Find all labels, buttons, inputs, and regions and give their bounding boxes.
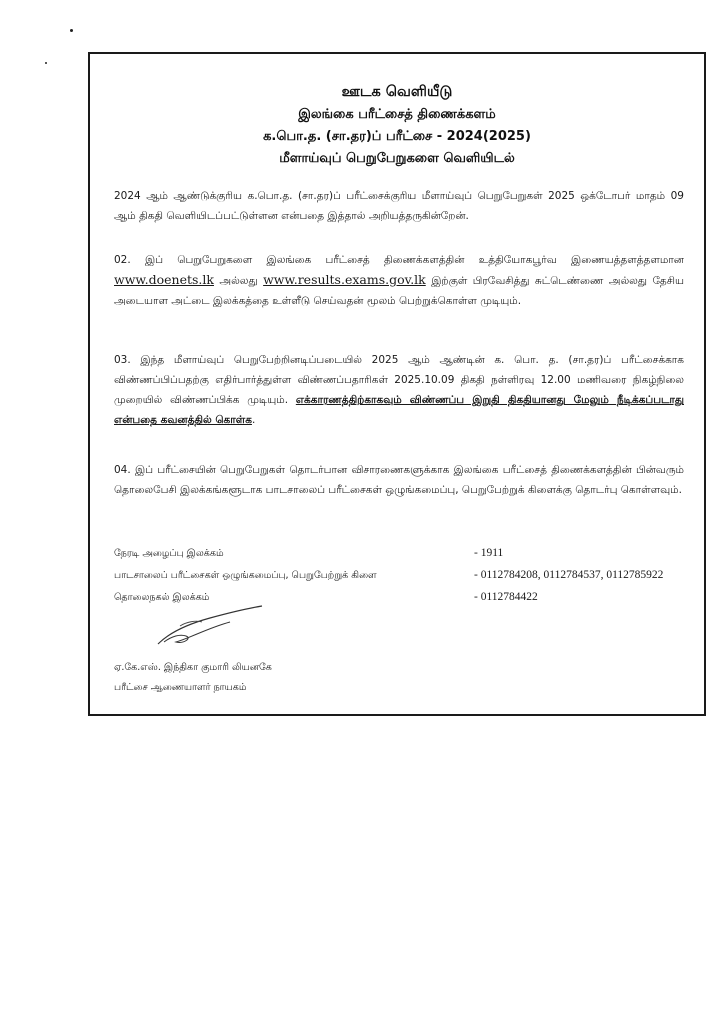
paragraph-2-text-a: 02. இப் பெறுபேறுகளை இலங்கை பரீட்சைத் திணைக்களத்தின் உத்தியோகபூர்வ இணையத்தளத்தளமான bbox=[114, 254, 684, 266]
signatory-name: ஏ.கே.எஸ். இந்திகா குமாரி லியனகே bbox=[114, 662, 272, 673]
speck-mark bbox=[45, 62, 47, 64]
paragraph-2 bbox=[114, 250, 684, 311]
paragraph-3-end: . bbox=[251, 414, 256, 426]
paragraph-3-emphasis-1: எக்காரணத்திற்காகவும் விண்ணப்ப இறுதி திகதியானது மேலும் நீடிக்கப்படாது bbox=[295, 394, 684, 406]
contact-label: நேரடி அழைப்பு இலக்கம் bbox=[114, 548, 224, 559]
paragraph-4: 04. இப் பரீட்சையின் பெறுபேறுகள் தொடர்பான விசாரணைகளுக்காக இலங்கை பரீட்சைத் திணைக்களத்தின் பின்வரும் தொலைபேசி இலக்கங்களூடாக பாடசாலைப் பரீட்சைகள் ஒழுங்கமைப்பு, பெறுபேற்றுக் கிளைக்கு தொடர்பு கொள்ளவும். bbox=[114, 464, 684, 496]
paragraph-1: 2024 ஆம் ஆண்டுக்குரிய க.பொ.த. (சா.தர)ப் பரீட்சைக்குரிய மீளாய்வுப் பெறுபேறுகள் 2025 ஒக்டோபர் மாதம் 09 ஆம் திகதி வெளியிடப்பட்டுள்ளன என்பதை இத்தால் அறியத்தருகின்றேன். bbox=[114, 190, 684, 222]
paragraph-2-text-b: இற்குள் பிரவேசித்து சுட்டெண்ணை அல்லது தேசிய அடையாள அட்டை இலக்கத்தை உள்ளீடு செய்வதன் மூலம் பெற்றுக்கொள்ள முடியும். bbox=[114, 275, 684, 307]
title-media-release: ஊடக வெளியீடு bbox=[341, 84, 453, 100]
title-exam: க.பொ.த. (சா.தர)ப் பரீட்சை - 2024(2025) bbox=[263, 129, 531, 144]
contact-label: தொலைநகல் இலக்கம் bbox=[114, 592, 210, 603]
paragraph-3-emphasis-2: என்பதை கவனத்தில் கொள்க bbox=[114, 414, 252, 426]
paragraph-3-text: 03. இந்த மீளாய்வுப் பெறுபேற்றினடிப்படையில் 2025 ஆம் ஆண்டின் க. பொ. த. (சா.தர)ப் பரீட்சைக்காக விண்ணப்பிப்பதற்கு எதிர்பார்த்துள்ள விண்ணப்பதாரிகள் 2025.10.09 திகதி நள்ளிரவு 12.00 மணிவரை நிகழ்நிலை முறையில் விண்ணப்பிக்க முடியும். bbox=[114, 354, 684, 406]
paragraph-3 bbox=[114, 350, 684, 430]
signature-image bbox=[150, 602, 270, 652]
press-release-frame bbox=[88, 52, 706, 716]
contact-number: - 0112784208, 0112784537, 0112785922 bbox=[474, 569, 664, 581]
contact-row bbox=[114, 544, 694, 566]
link-results-exams[interactable]: www.results.exams.gov.lk bbox=[263, 272, 426, 287]
paragraph-2-or: அல்லது bbox=[219, 275, 258, 287]
title-subject: மீளாய்வுப் பெறுபேறுகளை வெளியிடல் bbox=[279, 151, 515, 166]
title-department: இலங்கை பரீட்சைத் திணைக்களம் bbox=[298, 107, 496, 122]
link-doenets[interactable]: www.doenets.lk bbox=[114, 272, 214, 287]
signatory-title: பரீட்சை ஆணையாளர் நாயகம் bbox=[114, 682, 247, 693]
contact-number: - 1911 bbox=[474, 547, 504, 559]
speck-mark bbox=[70, 29, 73, 32]
contact-list bbox=[114, 544, 694, 610]
contact-label: பாடசாலைப் பரீட்சைகள் ஒழுங்கமைப்பு, பெறுபேற்றுக் கிளை bbox=[114, 570, 377, 581]
contact-number: - 0112784422 bbox=[474, 591, 538, 603]
contact-row bbox=[114, 566, 694, 588]
